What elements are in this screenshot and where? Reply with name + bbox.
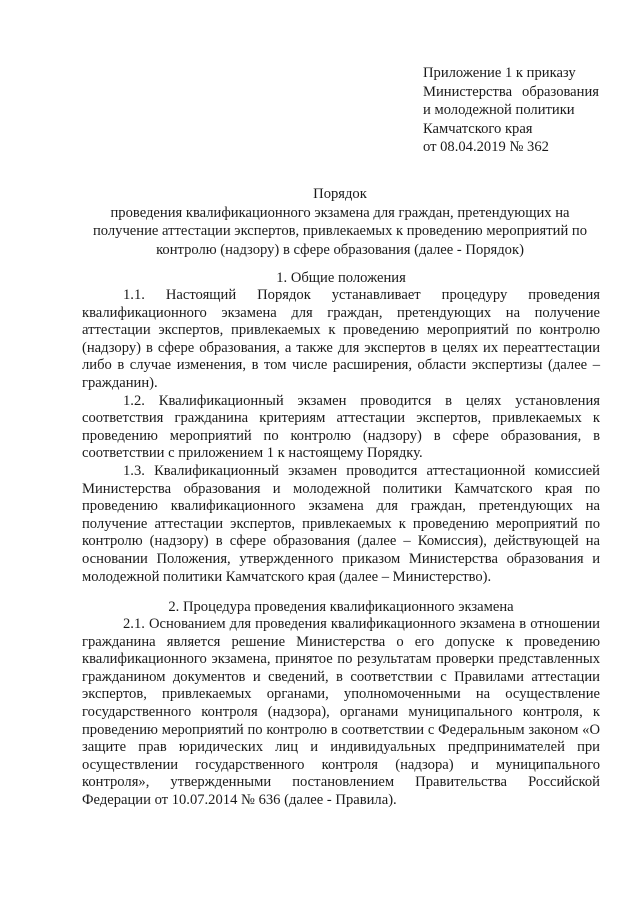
- appendix-line: и молодежной политики: [423, 102, 575, 119]
- section-exam-procedure: [82, 598, 600, 810]
- paragraph-1-3: 1.3. Квалификационный экзамен проводится аттестационной комиссией Министерства образования и молодежной политики Камчатского края по проведению квалификационного экзамена для граждан, претендующих на получение аттестации экспертов, привлекаемых к проведению мероприятий по контролю (надзору) в сфере образования (далее – Комиссия), действующей на основании Положения, утвержденного приказом Министерства образования и молодежной политики Камчатского края (далее – Министерство).: [82, 462, 600, 585]
- section-heading: 1. Общие положения: [276, 270, 406, 286]
- title-heading: Порядок: [313, 186, 367, 202]
- paragraph-1-2: 1.2. Квалификационный экзамен проводится в целях установления соответствия гражданина критериям аттестации экспертов, привлекаемых к проведению мероприятий по контролю (надзору) в сфере образования, в соответствии с приложением 1 к настоящему Порядку.: [82, 392, 600, 462]
- appendix-line: Камчатского края: [423, 120, 533, 137]
- title-subtitle: проведения квалификационного экзамена для граждан, претендующих на получение аттестации экспертов, привлекаемых к проведению мероприятий по контролю (надзору) в сфере образования (далее - Порядок): [92, 204, 588, 258]
- appendix-line: [423, 83, 599, 102]
- section-general-provisions: [82, 269, 600, 586]
- appendix-date: от 08.04.2019 № 362: [423, 139, 549, 156]
- paragraph-2-1: 2.1. Основанием для проведения квалификационного экзамена в отношении гражданина является решение Министерства о его допуске к проведению квалификационного экзамена, принятое по результатам проверки представленных гражданином документов и сведений, в соответствии с Правилами аттестации экспертов, привлекаемых органами, уполномоченными на осуществление государственного контроля (надзора), органами муниципального контроля, к проведению мероприятий по контролю в соответствии с Федеральным законом «О защите прав юридических лиц и индивидуальных предпринимателей при осуществлении государственного контроля (надзора) и муниципального контроля», утвержденными постановлением Правительства Российской Федерации от 10.07.2014 № 636 (далее - Правила).: [82, 616, 600, 808]
- appendix-word: Министерства: [423, 83, 513, 100]
- appendix-line: Приложение 1 к приказу: [423, 65, 576, 81]
- document-title: [80, 185, 600, 259]
- paragraph-1-1: 1.1. Настоящий Порядок устанавливает процедуру проведения квалификационного экзамена для граждан, претендующих на получение аттестации экспертов, привлекаемых к проведению мероприятий по контролю (надзору) в сфере образования, а также для экспертов в целях их переаттестации либо в случае изменения, в том числе расширения, области экспертизы (далее – гражданин).: [82, 287, 600, 391]
- section-heading: 2. Процедура проведения квалификационного экзамена: [168, 599, 514, 615]
- appendix-block: [423, 64, 623, 157]
- appendix-word: образования: [522, 83, 599, 100]
